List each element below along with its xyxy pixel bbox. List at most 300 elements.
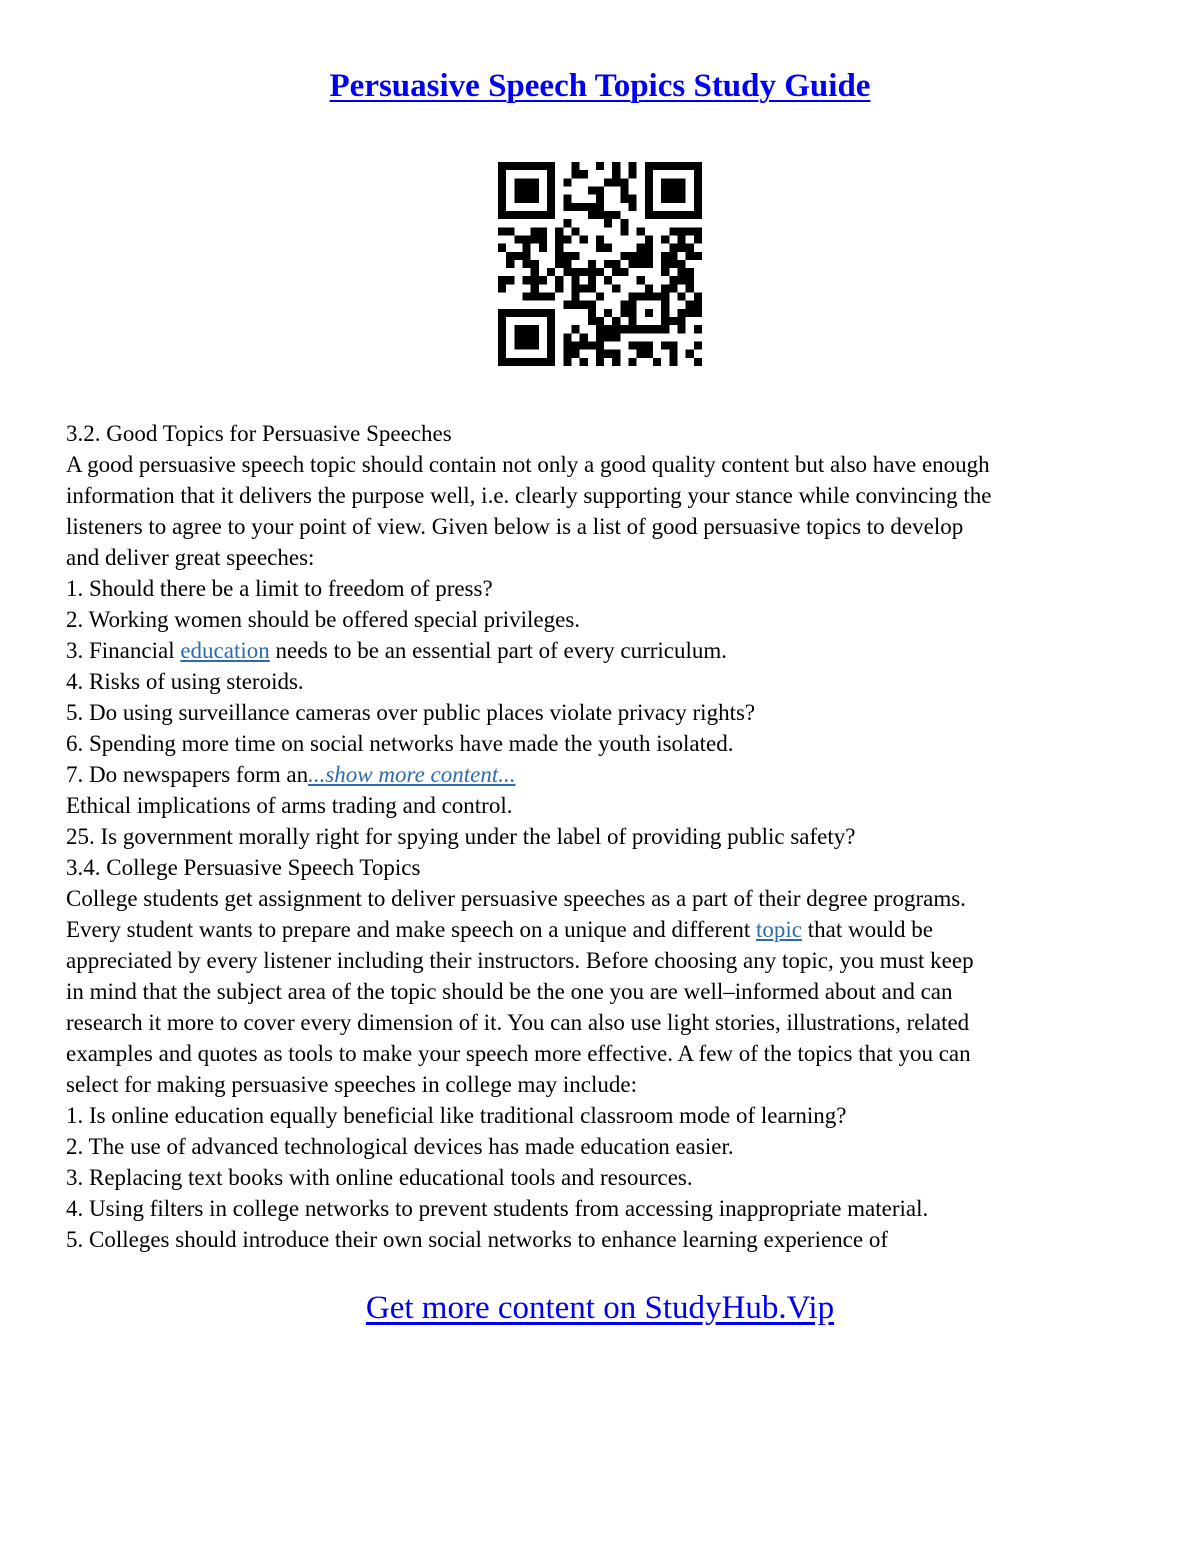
- qr-module: [694, 195, 702, 203]
- qr-module: [539, 162, 547, 170]
- education-link[interactable]: education: [180, 638, 270, 663]
- qr-module: [506, 227, 514, 235]
- qr-module: [596, 333, 604, 341]
- qr-module: [637, 293, 645, 301]
- qr-module: [669, 276, 677, 284]
- qr-module: [653, 325, 661, 333]
- qr-module: [514, 252, 522, 260]
- qr-module: [596, 211, 604, 219]
- qr-module: [555, 284, 563, 292]
- qr-module: [498, 350, 506, 358]
- list-item-text: 7. Do newspapers form an: [66, 762, 309, 787]
- qr-module: [498, 333, 506, 341]
- qr-module: [547, 170, 555, 178]
- qr-module: [620, 309, 628, 317]
- qr-module: [653, 211, 661, 219]
- qr-module: [669, 244, 677, 252]
- qr-module: [629, 317, 637, 325]
- list-item: [66, 635, 1166, 666]
- qr-module: [694, 293, 702, 301]
- qr-module: [571, 268, 579, 276]
- qr-module: [620, 219, 628, 227]
- qr-module: [612, 178, 620, 186]
- qr-module: [620, 325, 628, 333]
- qr-module: [629, 252, 637, 260]
- paragraph-line: [66, 914, 1166, 945]
- article-body: [66, 418, 1166, 1255]
- qr-module: [547, 268, 555, 276]
- qr-module: [694, 170, 702, 178]
- qr-module: [645, 309, 653, 317]
- paragraph-line: listeners to agree to your point of view. Given below is a list of good persuasive topics to develop: [66, 514, 964, 539]
- qr-module: [669, 178, 677, 186]
- qr-code-graphic: [498, 162, 702, 366]
- qr-module: [686, 211, 694, 219]
- qr-module: [506, 309, 514, 317]
- qr-module: [669, 342, 677, 350]
- qr-module: [653, 162, 661, 170]
- qr-module: [547, 195, 555, 203]
- qr-module: [514, 211, 522, 219]
- qr-module: [678, 227, 686, 235]
- qr-module: [531, 227, 539, 235]
- list-item-text: 3. Financial: [66, 638, 181, 663]
- qr-module: [669, 317, 677, 325]
- qr-module: [645, 284, 653, 292]
- qr-module: [612, 170, 620, 178]
- qr-module: [612, 333, 620, 341]
- qr-module: [678, 235, 686, 243]
- qr-module: [645, 342, 653, 350]
- qr-module: [637, 227, 645, 235]
- qr-module: [645, 170, 653, 178]
- qr-module: [522, 325, 530, 333]
- qr-module: [669, 284, 677, 292]
- qr-module: [629, 170, 637, 178]
- qr-module: [531, 293, 539, 301]
- qr-module: [498, 195, 506, 203]
- qr-module: [694, 342, 702, 350]
- list-item: 4. Risks of using steroids.: [66, 669, 304, 694]
- qr-module: [661, 235, 669, 243]
- qr-module: [604, 350, 612, 358]
- qr-code-icon: [498, 162, 702, 366]
- qr-module: [629, 301, 637, 309]
- paragraph-line: research it more to cover every dimension of it. You can also use light stories, illustrations, related: [66, 1010, 970, 1035]
- qr-module: [522, 211, 530, 219]
- qr-module: [604, 309, 612, 317]
- qr-module: [588, 260, 596, 268]
- qr-module: [596, 203, 604, 211]
- qr-module: [506, 162, 514, 170]
- qr-module: [661, 211, 669, 219]
- qr-module: [620, 301, 628, 309]
- page-title: [0, 64, 1200, 108]
- list-item: 25. Is government morally right for spying under the label of providing public safety?: [66, 824, 856, 849]
- qr-module: [563, 333, 571, 341]
- qr-module: [629, 358, 637, 366]
- qr-module: [514, 178, 522, 186]
- qr-module: [694, 235, 702, 243]
- paragraph-line: select for making persuasive speeches in college may include:: [66, 1072, 637, 1097]
- qr-module: [531, 162, 539, 170]
- qr-module: [588, 301, 596, 309]
- qr-module: [686, 227, 694, 235]
- qr-module: [547, 162, 555, 170]
- list-item: 2. Working women should be offered special privileges.: [66, 607, 581, 632]
- qr-module: [629, 162, 637, 170]
- qr-module: [661, 293, 669, 301]
- qr-module: [604, 325, 612, 333]
- qr-module: [531, 268, 539, 276]
- qr-module: [588, 186, 596, 194]
- qr-module: [661, 342, 669, 350]
- qr-module: [612, 162, 620, 170]
- list-item: 4. Using filters in college networks to prevent students from accessing inappropriate material.: [66, 1196, 929, 1221]
- qr-module: [612, 317, 620, 325]
- qr-module: [678, 268, 686, 276]
- qr-module: [604, 276, 612, 284]
- qr-module: [522, 186, 530, 194]
- qr-module: [588, 342, 596, 350]
- qr-module: [522, 235, 530, 243]
- section-heading-college-topics: 3.4. College Persuasive Speech Topics: [66, 855, 421, 880]
- qr-module: [620, 178, 628, 186]
- qr-module: [522, 252, 530, 260]
- list-item: 3. Replacing text books with online educational tools and resources.: [66, 1165, 693, 1190]
- paragraph-text: Every student wants to prepare and make speech on a unique and different: [66, 917, 756, 942]
- list-item: [66, 759, 1166, 790]
- qr-module: [604, 219, 612, 227]
- qr-module: [547, 342, 555, 350]
- qr-module: [514, 162, 522, 170]
- qr-module: [547, 309, 555, 317]
- topic-link[interactable]: topic: [755, 917, 802, 942]
- qr-module: [571, 203, 579, 211]
- qr-module: [571, 350, 579, 358]
- qr-module: [596, 358, 604, 366]
- qr-module: [498, 203, 506, 211]
- qr-module: [678, 186, 686, 194]
- qr-module: [694, 203, 702, 211]
- qr-module: [580, 333, 588, 341]
- qr-module: [629, 203, 637, 211]
- qr-module: [563, 268, 571, 276]
- qr-module: [596, 162, 604, 170]
- qr-module: [596, 268, 604, 276]
- qr-module: [661, 317, 669, 325]
- qr-module: [547, 333, 555, 341]
- list-item: 1. Is online education equally beneficial like traditional classroom mode of learning?: [66, 1103, 847, 1128]
- qr-module: [620, 268, 628, 276]
- qr-module: [588, 203, 596, 211]
- show-more-content-link[interactable]: ...show more content...: [308, 762, 516, 787]
- qr-module: [539, 309, 547, 317]
- qr-module: [498, 170, 506, 178]
- qr-module: [531, 309, 539, 317]
- qr-module: [678, 309, 686, 317]
- qr-module: [620, 252, 628, 260]
- qr-module: [498, 162, 506, 170]
- qr-module: [563, 203, 571, 211]
- qr-module: [629, 342, 637, 350]
- qr-module: [661, 268, 669, 276]
- qr-module: [547, 350, 555, 358]
- qr-module: [686, 284, 694, 292]
- qr-module: [580, 170, 588, 178]
- qr-module: [539, 293, 547, 301]
- qr-module: [531, 325, 539, 333]
- paragraph-line: appreciated by every listener including their instructors. Before choosing any topic, you must keep: [66, 948, 974, 973]
- qr-module: [645, 211, 653, 219]
- qr-module: [661, 186, 669, 194]
- paragraph-line: A good persuasive speech topic should contain not only a good quality content but also have enough: [66, 452, 990, 477]
- qr-module: [588, 309, 596, 317]
- qr-module: [580, 284, 588, 292]
- qr-module: [678, 244, 686, 252]
- qr-module: [563, 350, 571, 358]
- list-item: 1. Should there be a limit to freedom of press?: [66, 576, 493, 601]
- qr-module: [637, 260, 645, 268]
- qr-module: [498, 178, 506, 186]
- qr-module: [547, 203, 555, 211]
- qr-module: [669, 162, 677, 170]
- qr-module: [645, 203, 653, 211]
- qr-module: [531, 195, 539, 203]
- qr-module: [604, 178, 612, 186]
- qr-module: [514, 235, 522, 243]
- qr-module: [580, 301, 588, 309]
- paragraph-line: College students get assignment to deliver persuasive speeches as a part of their degree programs.: [66, 886, 966, 911]
- qr-module: [612, 268, 620, 276]
- qr-module: [612, 260, 620, 268]
- qr-module: [514, 358, 522, 366]
- qr-module: [514, 195, 522, 203]
- qr-module: [531, 276, 539, 284]
- qr-module: [547, 293, 555, 301]
- list-item: 5. Do using surveillance cameras over public places violate privacy rights?: [66, 700, 756, 725]
- qr-module: [498, 276, 506, 284]
- qr-module: [669, 252, 677, 260]
- qr-module: [629, 309, 637, 317]
- qr-module: [498, 317, 506, 325]
- paragraph-line: in mind that the subject area of the topic should be the one you are well–informed about and can: [66, 979, 953, 1004]
- qr-module: [555, 227, 563, 235]
- qr-module: [539, 227, 547, 235]
- qr-module: [694, 252, 702, 260]
- qr-module: [522, 309, 530, 317]
- paragraph-line: and deliver great speeches:: [66, 545, 315, 570]
- qr-module: [661, 301, 669, 309]
- qr-module: [678, 211, 686, 219]
- qr-module: [547, 358, 555, 366]
- qr-module: [539, 211, 547, 219]
- qr-module: [678, 317, 686, 325]
- qr-module: [694, 178, 702, 186]
- qr-module: [571, 342, 579, 350]
- qr-module: [694, 186, 702, 194]
- qr-module: [596, 317, 604, 325]
- studyhub-link[interactable]: Get more content on StudyHub.Vip: [365, 1290, 835, 1326]
- qr-module: [686, 276, 694, 284]
- qr-module: [531, 211, 539, 219]
- qr-module: [612, 325, 620, 333]
- qr-module: [555, 235, 563, 243]
- qr-module: [620, 195, 628, 203]
- qr-module: [522, 276, 530, 284]
- qr-module: [604, 260, 612, 268]
- qr-module: [539, 244, 547, 252]
- qr-module: [539, 358, 547, 366]
- title-link[interactable]: Persuasive Speech Topics Study Guide: [329, 68, 871, 104]
- qr-module: [571, 301, 579, 309]
- qr-module: [522, 260, 530, 268]
- qr-module: [514, 342, 522, 350]
- qr-module: [563, 260, 571, 268]
- qr-module: [661, 260, 669, 268]
- list-item-text: needs to be an essential part of every curriculum.: [269, 638, 728, 663]
- qr-module: [555, 260, 563, 268]
- qr-module: [612, 284, 620, 292]
- qr-module: [694, 162, 702, 170]
- qr-module: [661, 178, 669, 186]
- qr-module: [563, 252, 571, 260]
- qr-module: [686, 244, 694, 252]
- qr-module: [563, 235, 571, 243]
- qr-module: [669, 211, 677, 219]
- qr-module: [547, 211, 555, 219]
- qr-module: [571, 284, 579, 292]
- qr-module: [498, 358, 506, 366]
- qr-module: [498, 284, 506, 292]
- paragraph-line: information that it delivers the purpose well, i.e. clearly supporting your stance while convincing the: [66, 483, 992, 508]
- qr-module: [645, 178, 653, 186]
- qr-module: [629, 293, 637, 301]
- qr-module: [539, 235, 547, 243]
- qr-module: [694, 211, 702, 219]
- qr-module: [645, 186, 653, 194]
- qr-module: [571, 170, 579, 178]
- qr-module: [645, 235, 653, 243]
- qr-module: [653, 358, 661, 366]
- qr-module: [678, 260, 686, 268]
- qr-module: [686, 162, 694, 170]
- qr-module: [661, 284, 669, 292]
- qr-module: [620, 186, 628, 194]
- qr-module: [547, 186, 555, 194]
- qr-module: [563, 219, 571, 227]
- qr-module: [669, 350, 677, 358]
- qr-module: [694, 309, 702, 317]
- qr-module: [531, 178, 539, 186]
- qr-module: [522, 244, 530, 252]
- qr-module: [506, 276, 514, 284]
- qr-module: [596, 325, 604, 333]
- qr-module: [498, 227, 506, 235]
- qr-module: [637, 350, 645, 358]
- qr-module: [645, 162, 653, 170]
- qr-module: [596, 186, 604, 194]
- qr-module: [645, 260, 653, 268]
- qr-module: [531, 333, 539, 341]
- qr-module: [694, 301, 702, 309]
- qr-module: [637, 252, 645, 260]
- qr-module: [522, 162, 530, 170]
- qr-module: [604, 333, 612, 341]
- qr-module: [588, 317, 596, 325]
- qr-module: [596, 293, 604, 301]
- qr-module: [604, 211, 612, 219]
- qr-module: [555, 244, 563, 252]
- qr-module: [571, 162, 579, 170]
- paragraph-line: examples and quotes as tools to make your speech more effective. A few of the topics that you can: [66, 1041, 971, 1066]
- qr-module: [596, 342, 604, 350]
- qr-module: [571, 293, 579, 301]
- list-item: 5. Colleges should introduce their own social networks to enhance learning experience of: [66, 1227, 888, 1252]
- qr-module: [645, 195, 653, 203]
- qr-module: [580, 342, 588, 350]
- qr-module: [514, 325, 522, 333]
- qr-module: [678, 293, 686, 301]
- list-item: 2. The use of advanced technological devices has made education easier.: [66, 1134, 734, 1159]
- qr-module: [522, 195, 530, 203]
- qr-module: [661, 195, 669, 203]
- footer: [0, 1286, 1200, 1330]
- qr-module: [661, 325, 669, 333]
- qr-module: [555, 252, 563, 260]
- qr-module: [653, 293, 661, 301]
- qr-module: [694, 227, 702, 235]
- qr-module: [612, 211, 620, 219]
- qr-module: [563, 195, 571, 203]
- qr-module: [686, 350, 694, 358]
- qr-module: [678, 195, 686, 203]
- qr-module: [498, 244, 506, 252]
- qr-module: [669, 195, 677, 203]
- qr-module: [531, 186, 539, 194]
- qr-module: [580, 203, 588, 211]
- qr-module: [580, 235, 588, 243]
- qr-module: [547, 317, 555, 325]
- qr-module: [522, 358, 530, 366]
- qr-module: [563, 178, 571, 186]
- qr-module: [588, 276, 596, 284]
- qr-module: [514, 333, 522, 341]
- qr-module: [678, 325, 686, 333]
- qr-module: [514, 186, 522, 194]
- paragraph-text: that would be: [801, 917, 933, 942]
- qr-module: [629, 195, 637, 203]
- qr-module: [571, 227, 579, 235]
- qr-module: [612, 358, 620, 366]
- qr-module: [571, 276, 579, 284]
- qr-module: [522, 178, 530, 186]
- qr-module: [669, 358, 677, 366]
- qr-module: [678, 162, 686, 170]
- qr-module: [629, 325, 637, 333]
- qr-module: [694, 325, 702, 333]
- qr-module: [588, 284, 596, 292]
- qr-module: [669, 186, 677, 194]
- qr-module: [629, 260, 637, 268]
- qr-module: [498, 342, 506, 350]
- qr-module: [539, 276, 547, 284]
- qr-module: [669, 227, 677, 235]
- qr-module: [686, 301, 694, 309]
- qr-module: [686, 268, 694, 276]
- qr-module: [563, 342, 571, 350]
- qr-module: [604, 244, 612, 252]
